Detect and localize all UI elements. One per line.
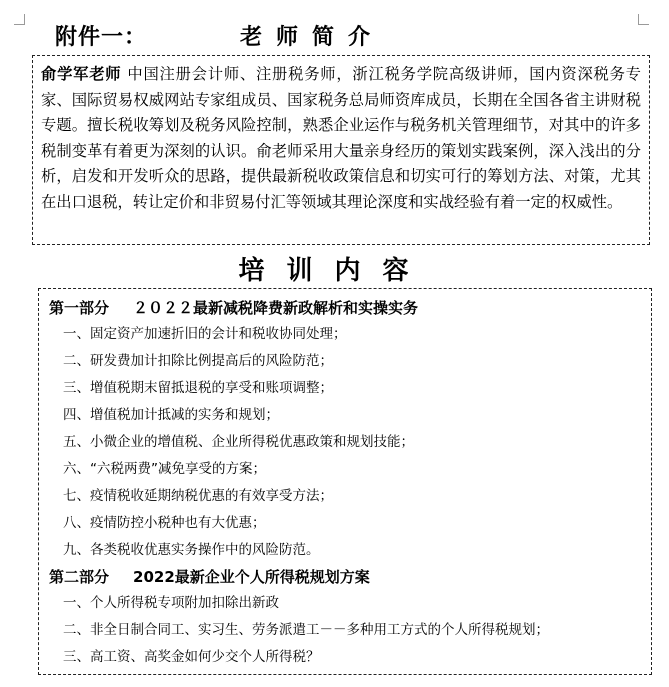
part1-item: 一、固定资产加速折旧的会计和税收协同处理； [63, 326, 347, 342]
teacher-name: 俞学军老师 [41, 65, 122, 83]
page-corner-mark-right [638, 14, 649, 25]
attachment-header [55, 20, 384, 51]
part2-heading [49, 564, 651, 590]
training-content-title: 培训内容 [238, 256, 431, 286]
part1-item: 三、增值税期末留抵退税的享受和账项调整； [63, 380, 333, 396]
part2-item: 一、个人所得税专项附加扣除出新政 [63, 595, 279, 611]
part2-item: 三、高工资、高奖金如何少交个人所得税？ [63, 649, 320, 665]
part1-heading [49, 295, 651, 321]
teacher-bio-box [32, 55, 650, 245]
part1-item: 九、各类税收优惠实务操作中的风险防范。 [63, 542, 320, 558]
part1-item: 四、增值税加计抵减的实务和规划； [63, 407, 279, 423]
part2-title: 2022最新企业个人所得税规划方案 [133, 568, 370, 586]
part2-item: 二、非全日制合同工、实习生、劳务派遣工－－多种用工方式的个人所得税规划； [63, 622, 549, 638]
page-corner-mark-left [14, 14, 25, 25]
teacher-intro-title: 老师简介 [240, 25, 385, 50]
part1-item: 八、疫情防控小税种也有大优惠； [63, 515, 266, 531]
part1-title: ２０２２最新减税降费新政解析和实操实务 [133, 299, 419, 317]
training-content-box [38, 288, 652, 675]
part1-label: 第一部分 [49, 299, 110, 317]
attachment-label: 附件一： [55, 25, 148, 50]
part1-item: 六、“六税两费”减免享受的方案； [63, 461, 266, 477]
part1-item: 二、研发费加计扣除比例提高后的风险防范； [63, 353, 333, 369]
part2-label: 第二部分 [49, 568, 110, 586]
part1-item: 七、疫情税收延期纳税优惠的有效享受方法； [63, 488, 333, 504]
teacher-bio-text: 中国注册会计师、注册税务师，浙江税务学院高级讲师，国内资深税务专家、国际贸易权威网站专家组成员、国家税务总局师资库成员，长期在全国各省主讲财税专题。擅长税收筹划及税务风险控制，熟悉企业运作与税务机关管理细节，对其中的许多税制变革有着更为深刻的认识。俞老师采用大量亲身经历的策划实践案例，深入浅出的分析，启发和开发听众的思路，提供最新税收政策信息和切实可行的筹划方法、对策，尤其在出口退税，转让定价和非贸易付汇等领域其理论深度和实战经验有着一定的权威性。 [41, 65, 641, 211]
part1-item: 五、小微企业的增值税、企业所得税优惠政策和规划技能； [63, 434, 414, 450]
